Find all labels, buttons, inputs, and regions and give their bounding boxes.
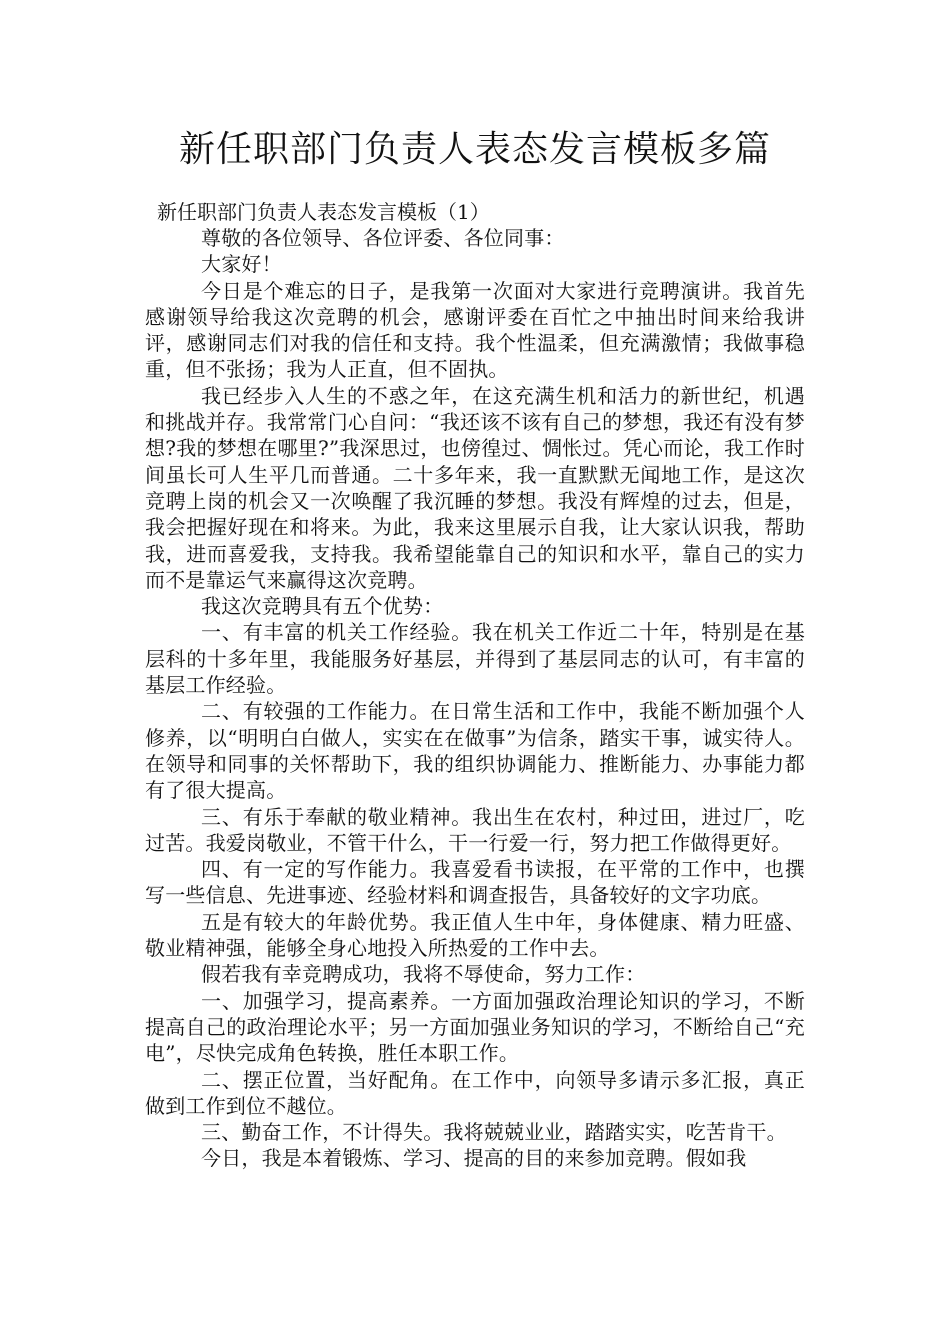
body-paragraph: 二、有较强的工作能力。在日常生活和工作中，我能不断加强个人修养，以“明明白白做人，实实在在做事”为信条，踏实干事，诚实待人。在领导和同事的关怀帮助下，我的组织协调能力、推断能力、办事能力都有了很大提高。 [145, 699, 805, 803]
body-paragraph: 四、有一定的写作能力。我喜爱看书读报，在平常的工作中，也撰写一些信息、先进事迹、经验材料和调查报告，具备较好的文字功底。 [145, 857, 805, 908]
body-paragraph: 一、加强学习，提高素养。一方面加强政治理论知识的学习，不断提高自己的政治理论水平；另一方面加强业务知识的学习，不断给自己“充电”，尽快完成角色转换，胜任本职工作。 [145, 988, 805, 1066]
body-paragraph: 假若我有幸竞聘成功，我将不辱使命，努力工作： [201, 962, 646, 987]
body-paragraph: 一、有丰富的机关工作经验。我在机关工作近二十年，特别是在基层科的十多年里，我能服务好基层，并得到了基层同志的认可，有丰富的基层工作经验。 [145, 620, 805, 698]
body-paragraph: 今日，我是本着锻炼、学习、提高的目的来参加竞聘。假如我 [201, 1146, 747, 1171]
body-paragraph: 今日是个难忘的日子，是我第一次面对大家进行竞聘演讲。我首先感谢领导给我这次竞聘的机会，感谢评委在百忙之中抽出时间来给我讲评，感谢同志们对我的信任和支持。我个性温柔，但充满激情；我做事稳重，但不张扬；我为人正直，但不固执。 [145, 278, 805, 382]
body-paragraph: 我这次竞聘具有五个优势： [201, 594, 444, 619]
document-title: 新任职部门负责人表态发言模板多篇 [178, 129, 771, 170]
salutation: 尊敬的各位领导、各位评委、各位同事： [201, 226, 565, 250]
section-heading: 新任职部门负责人表态发言模板（1） [157, 200, 490, 224]
greeting: 大家好！ [201, 252, 282, 277]
body-paragraph: 我已经步入人生的不惑之年，在这充满生机和活力的新世纪，机遇和挑战并存。我常常门心自问：“我还该不该有自己的梦想，我还有没有梦想?我的梦想在哪里?”我深思过，也傍徨过、惆怅过。凭心而论，我工作时间虽长可人生平几而普通。二十多年来，我一直默默无闻地工作，是这次竞聘上岗的机会又一次唤醒了我沉睡的梦想。我没有辉煌的过去，但是，我会把握好现在和将来。为此，我来这里展示自我，让大家认识我，帮助我，进而喜爱我，支持我。我希望能靠自己的知识和水平，靠自己的实力而不是靠运气来赢得这次竞聘。 [145, 383, 805, 592]
body-paragraph: 三、勤奋工作，不计得失。我将兢兢业业，踏踏实实，吃苦肯干。 [201, 1120, 787, 1145]
body-paragraph: 三、有乐于奉献的敬业精神。我出生在农村，种过田，进过厂，吃过苦。我爱岗敬业，不管干什么，干一行爱一行，努力把工作做得更好。 [145, 804, 805, 855]
body-paragraph: 二、摆正位置，当好配角。在工作中，向领导多请示多汇报，真正做到工作到位不越位。 [145, 1067, 805, 1118]
document-body [145, 225, 805, 1172]
body-paragraph: 五是有较大的年龄优势。我正值人生中年，身体健康、精力旺盛、敬业精神强，能够全身心地投入所热爱的工作中去。 [145, 909, 805, 961]
